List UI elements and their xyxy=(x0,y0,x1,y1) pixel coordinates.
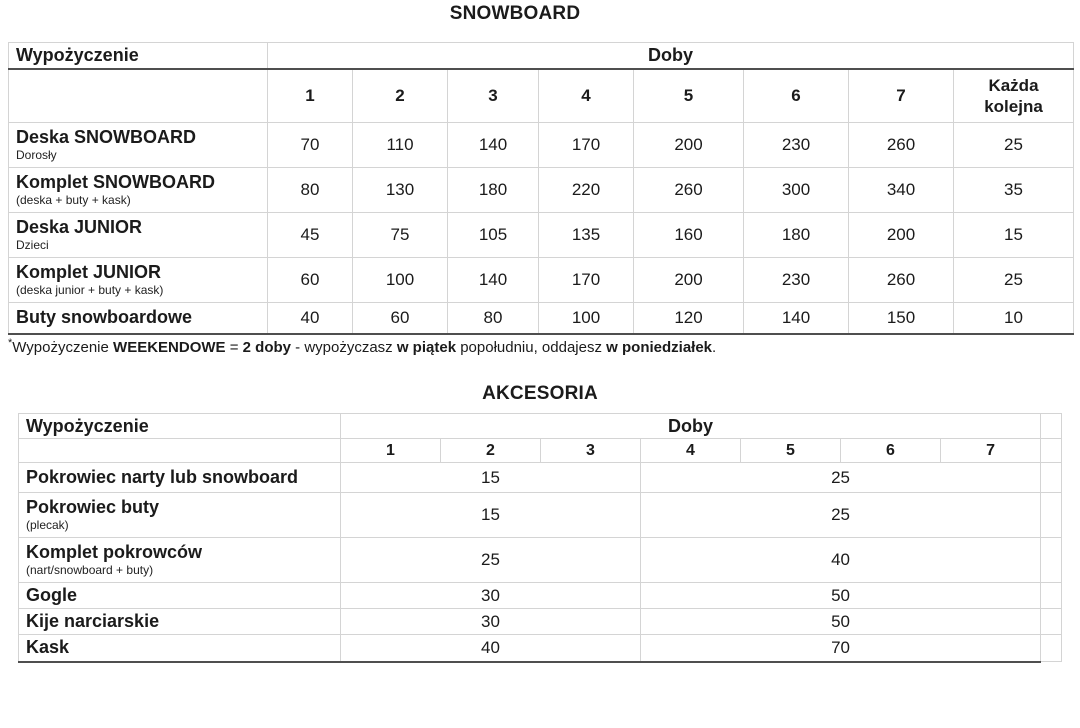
weekend-note: *Wypożyczenie WEEKENDOWE = 2 doby - wypożyczasz w piątek popołudniu, oddajesz w poniedziałek. xyxy=(8,337,717,356)
price-cell: 100 xyxy=(539,303,634,334)
item-label: Kije narciarskie xyxy=(26,611,160,632)
price-cell: 110 xyxy=(353,123,448,168)
item-sublabel: Dorosły xyxy=(16,148,57,163)
price-cell: 220 xyxy=(539,168,634,213)
day-column-header: 7 xyxy=(941,439,1041,463)
snowboard-price-table xyxy=(8,42,1074,335)
snowboard-title: SNOWBOARD xyxy=(449,3,581,24)
rental-header-cell: Wypożyczenie xyxy=(9,43,268,69)
price-cell: 80 xyxy=(268,168,353,213)
price-cell: 120 xyxy=(634,303,744,334)
price-cell: 45 xyxy=(268,213,353,258)
table-row xyxy=(9,213,1074,258)
price-cell-days-4-7: 25 xyxy=(641,493,1041,538)
price-cell-days-4-7: 50 xyxy=(641,583,1041,609)
item-label-cell xyxy=(19,609,341,635)
table-row xyxy=(19,635,1062,662)
table-row xyxy=(9,303,1074,334)
price-cell: 105 xyxy=(448,213,539,258)
day-column-header: 2 xyxy=(441,439,541,463)
price-cell-days-4-7: 40 xyxy=(641,538,1041,583)
table-row xyxy=(19,609,1062,635)
price-cell-days-1-3: 30 xyxy=(341,583,641,609)
price-cell: 170 xyxy=(539,123,634,168)
price-cell: 40 xyxy=(268,303,353,334)
days-header-cell: Doby xyxy=(341,414,1041,439)
day-column-header: 3 xyxy=(541,439,641,463)
akcesoria-title: AKCESORIA xyxy=(482,383,598,404)
empty-cell xyxy=(1041,414,1062,439)
item-label: Deska JUNIOR xyxy=(16,217,143,238)
price-cell-days-4-7: 25 xyxy=(641,463,1041,493)
empty-cell xyxy=(1041,583,1062,609)
item-label-cell xyxy=(9,213,268,258)
price-cell: 300 xyxy=(744,168,849,213)
price-cell: 200 xyxy=(634,123,744,168)
price-cell: 160 xyxy=(634,213,744,258)
item-label-cell xyxy=(19,463,341,493)
price-cell: 170 xyxy=(539,258,634,303)
price-cell: 140 xyxy=(744,303,849,334)
day-column-header: 6 xyxy=(744,69,849,123)
item-label-cell xyxy=(19,635,341,662)
price-cell: 180 xyxy=(448,168,539,213)
price-cell: 140 xyxy=(448,258,539,303)
price-cell: 60 xyxy=(268,258,353,303)
price-cell: 260 xyxy=(849,258,954,303)
item-label-cell xyxy=(19,493,341,538)
price-cell-days-1-3: 15 xyxy=(341,493,641,538)
empty-cell xyxy=(1041,609,1062,635)
item-label-cell xyxy=(19,583,341,609)
price-cell-days-1-3: 15 xyxy=(341,463,641,493)
asterisk: * xyxy=(8,337,13,349)
item-label: Komplet pokrowców xyxy=(26,542,203,563)
table-row xyxy=(19,538,1062,583)
item-label-cell xyxy=(19,538,341,583)
price-cell: 230 xyxy=(744,123,849,168)
empty-cell xyxy=(9,69,268,123)
item-label: Komplet SNOWBOARD xyxy=(16,172,215,193)
item-sublabel: (deska junior + buty + kask) xyxy=(16,283,164,298)
each-next-day-label: Każda kolejna xyxy=(984,75,1043,116)
item-label: Deska SNOWBOARD xyxy=(16,127,197,148)
price-cell-days-1-3: 25 xyxy=(341,538,641,583)
day-column-header: 7 xyxy=(849,69,954,123)
item-label-cell xyxy=(9,168,268,213)
day-column-header: 2 xyxy=(353,69,448,123)
empty-cell xyxy=(1041,538,1062,583)
table-header-row xyxy=(9,43,1074,69)
table-row xyxy=(9,168,1074,213)
empty-cell xyxy=(1041,635,1062,662)
item-sublabel: (nart/snowboard + buty) xyxy=(26,563,154,578)
day-columns-row xyxy=(19,439,1062,463)
item-label: Pokrowiec narty lub snowboard xyxy=(26,467,299,488)
price-cell: 25 xyxy=(954,258,1074,303)
day-columns-row xyxy=(9,69,1074,123)
price-cell-days-1-3: 40 xyxy=(341,635,641,662)
item-sublabel: (deska + buty + kask) xyxy=(16,193,131,208)
day-column-header: 4 xyxy=(641,439,741,463)
day-column-header: 1 xyxy=(268,69,353,123)
table-row xyxy=(9,123,1074,168)
price-cell: 135 xyxy=(539,213,634,258)
price-cell: 340 xyxy=(849,168,954,213)
item-label: Pokrowiec buty xyxy=(26,497,160,518)
day-column-header: 1 xyxy=(341,439,441,463)
table-row xyxy=(9,258,1074,303)
item-label-cell xyxy=(9,123,268,168)
price-cell: 10 xyxy=(954,303,1074,334)
price-cell: 100 xyxy=(353,258,448,303)
rental-header-cell: Wypożyczenie xyxy=(19,414,341,439)
item-label: Kask xyxy=(26,637,70,658)
day-column-header: 5 xyxy=(741,439,841,463)
price-cell: 75 xyxy=(353,213,448,258)
table-header-row xyxy=(19,414,1062,439)
each-next-day-header xyxy=(954,69,1074,123)
price-cell: 200 xyxy=(849,213,954,258)
table-row xyxy=(19,493,1062,538)
table-row xyxy=(19,583,1062,609)
day-column-header: 5 xyxy=(634,69,744,123)
table-row xyxy=(19,463,1062,493)
price-cell: 130 xyxy=(353,168,448,213)
empty-cell xyxy=(1041,439,1062,463)
price-cell: 260 xyxy=(634,168,744,213)
price-cell-days-4-7: 50 xyxy=(641,609,1041,635)
price-cell-days-4-7: 70 xyxy=(641,635,1041,662)
empty-cell xyxy=(1041,463,1062,493)
price-cell: 230 xyxy=(744,258,849,303)
item-label-cell xyxy=(9,258,268,303)
day-column-header: 6 xyxy=(841,439,941,463)
price-cell: 15 xyxy=(954,213,1074,258)
price-cell: 60 xyxy=(353,303,448,334)
item-label-cell xyxy=(9,303,268,334)
price-cell: 260 xyxy=(849,123,954,168)
price-cell: 200 xyxy=(634,258,744,303)
item-label: Gogle xyxy=(26,585,78,606)
day-column-header: 3 xyxy=(448,69,539,123)
days-header-cell: Doby xyxy=(268,43,1074,69)
price-cell-days-1-3: 30 xyxy=(341,609,641,635)
price-cell: 35 xyxy=(954,168,1074,213)
item-sublabel: (plecak) xyxy=(26,518,69,533)
item-label: Buty snowboardowe xyxy=(16,307,193,328)
price-cell: 140 xyxy=(448,123,539,168)
empty-cell xyxy=(19,439,341,463)
price-cell: 70 xyxy=(268,123,353,168)
price-cell: 150 xyxy=(849,303,954,334)
item-sublabel: Dzieci xyxy=(16,238,49,253)
price-cell: 25 xyxy=(954,123,1074,168)
akcesoria-price-table xyxy=(18,413,1062,663)
empty-cell xyxy=(1041,493,1062,538)
price-cell: 80 xyxy=(448,303,539,334)
day-column-header: 4 xyxy=(539,69,634,123)
price-cell: 180 xyxy=(744,213,849,258)
item-label: Komplet JUNIOR xyxy=(16,262,162,283)
